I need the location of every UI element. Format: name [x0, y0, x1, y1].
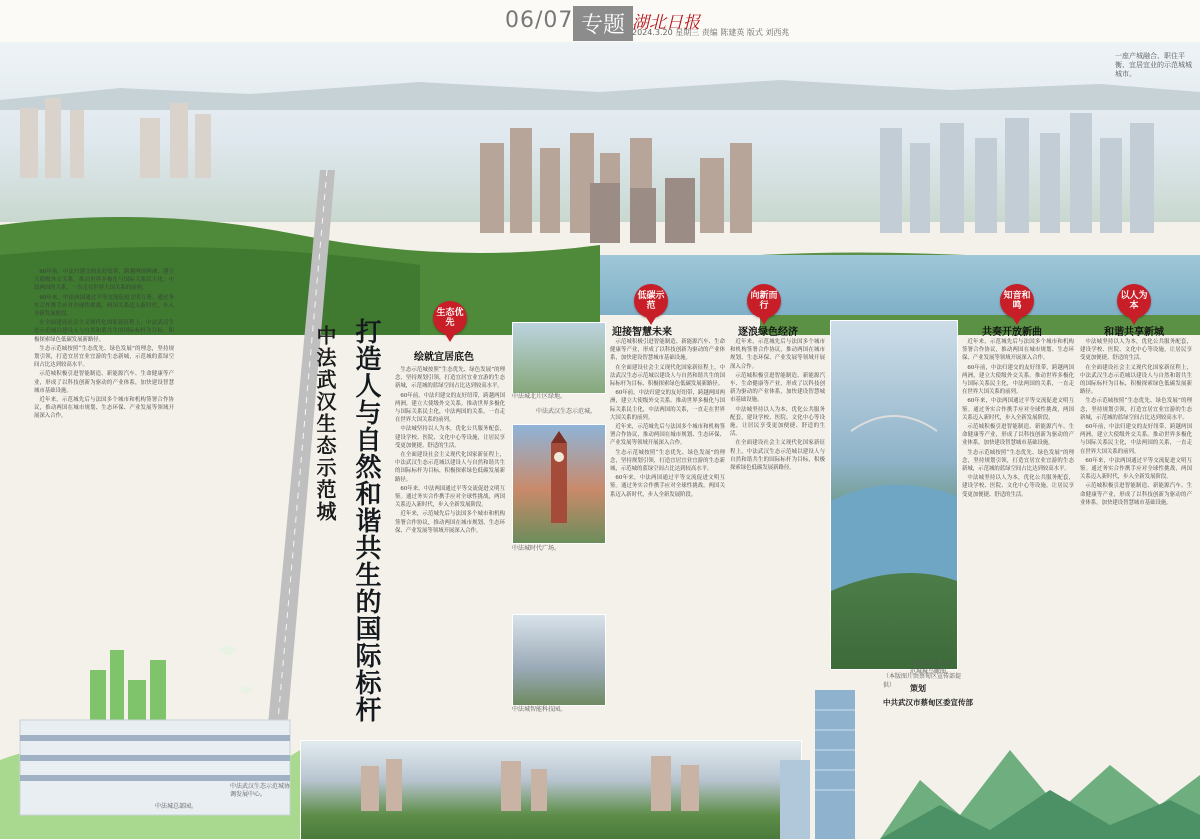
- photo-caption: 中法城北片区绿地。: [512, 393, 567, 400]
- photo-clocktower: [512, 424, 606, 544]
- river: [600, 255, 1200, 315]
- illustration-mountains: [880, 720, 1200, 839]
- column-paragraph: 中法城坚持以人为本，优化公共服务配套，建设学校、医院、文化中心等设施，让居民享受更加便捷、舒适的生活。: [1080, 339, 1192, 362]
- column-paragraph: 60年来，中法两国通过平等交流促进文明互鉴。通过务实合作携手应对全球性挑战，两国关系迈入新时代，步入全新发展阶段。: [395, 485, 505, 509]
- badge-innovation: 向新而行: [747, 284, 781, 318]
- column-paragraph: 在全面建设社会主义现代化国家新征程上，中法武汉生态示范城以建设人与自然和谐共生的国际标杆为目标，积极探索绿色低碳发展新路径。: [34, 320, 174, 343]
- column-shared: [1080, 338, 1192, 710]
- side-headline: 中法武汉生态示范城: [313, 325, 337, 523]
- photo-greenbelt: [512, 322, 606, 394]
- column-paragraph: 60年前，中法归建交的友好纽带，跨越两国两洲，建立大使级外交关系。推动世界多极化与国际关系民主化，中法两国的关系，一直走在世界大国关系的前列。: [34, 269, 174, 292]
- subhead-green: 逐浪绿色经济: [738, 327, 798, 338]
- column-paragraph: 近年来，示范城先后与法国多个城市和机构签署合作协议，推动两国在城市规划、生态环保、产业发展等领域开展深入合作。: [610, 424, 725, 447]
- column-paragraph: 在全面建设社会主义现代化国家新征程上，中法武汉生态示范城以建设人与自然和谐共生的国际标杆为目标，积极探索绿色低碳发展新路径。: [395, 452, 505, 483]
- column-paragraph: 示范城积极引进智能制造、新能源汽车、生命健康等产业，形成了以科技创新为驱动的产业体系，加快建设智慧城市基础设施。: [610, 339, 725, 362]
- column-open: [962, 338, 1074, 710]
- photo-caption: 中法城时代广场。: [512, 545, 561, 552]
- column-paragraph: 60年前，中法归建交的友好纽带，跨越两国两洲，建立大使级外交关系。推动世界多极化与国际关系民主化，中法两国的关系，一直走在世界大国关系的前列。: [610, 390, 725, 421]
- photo-caption: 中法城总部园。: [155, 803, 198, 810]
- column-paragraph: 示范城积极引进智能制造、新能源汽车、生命健康等产业，形成了以科技创新为驱动的产业体系，加快建设智慧城市基础设施。: [34, 371, 174, 394]
- column-paragraph: 在全面建设社会主义现代化国家新征程上，中法武汉生态示范城以建设人与自然和谐共生的国际标杆为目标，积极探索绿色低碳发展新路径。: [1080, 364, 1192, 396]
- column-paragraph: 近年来，示范城先后与法国多个城市和机构签署合作协议，推动两国在城市规划、生态环保、产业发展等领域开展深入合作。: [395, 511, 505, 534]
- column-paragraph: 在全面建设社会主义现代化国家新征程上，中法武汉生态示范城以建设人与自然和谐共生的国际标杆为目标，积极探索绿色低碳发展新路径。: [610, 364, 725, 388]
- column-paragraph: 示范城积极引进智能制造、新能源汽车、生命健康等产业，形成了以科技创新为驱动的产业体系，加快建设智慧城市基础设施。: [730, 372, 825, 404]
- column-paragraph: 中法城坚持以人为本，优化公共服务配套，建设学校、医院、文化中心等设施，让居民享受更加便捷、舒适的生活。: [730, 406, 825, 438]
- photo-caption: 中法武汉生态示范城协调发展中心。: [230, 783, 291, 798]
- column-paragraph: 示范城积极引进智能制造、新能源汽车、生命健康等产业，形成了以科技创新为驱动的产业体系，加快建设智慧城市基础设施。: [962, 424, 1074, 447]
- column-paragraph: 60年前，中法归建交的友好纽带，跨越两国两洲，建立大使级外交关系。推动世界多极化与国际关系民主化，中法两国的关系，一直走在世界大国关系的前列。: [395, 392, 505, 424]
- masthead: [0, 0, 1200, 43]
- column-paragraph: 生态示范城按照“生态优先、绿色发展”的理念，坚持规划引领，打造宜居宜业宜游的生态新城，示范城的蓝绿空间占比达到较高水平。: [1080, 398, 1192, 421]
- column-paragraph: 近年来，示范城先后与法国多个城市和机构签署合作协议，推动两国在城市规划、生态环保、产业发展等领域开展深入合作。: [730, 339, 825, 370]
- photo-tech-park: [512, 614, 606, 706]
- column-paragraph: 生态示范城按照“生态优先、绿色发展”的理念，坚持规划引领，打造宜居宜业宜游的生态新城，示范城的蓝绿空间占比达到较高水平。: [34, 345, 174, 369]
- column-smart: [610, 338, 725, 740]
- column-paragraph: 60年来，中法两国通过平等交流促进文明互鉴。通过务实合作携手应对全球性挑战，两国关系迈入新时代，步入全新发展阶段。: [610, 475, 725, 498]
- photo-credit: （本版图片由蔡甸区宣传部提供）: [883, 673, 962, 689]
- photo-bottom-skyline: [300, 740, 802, 839]
- badge-people: 以人为本: [1117, 284, 1151, 318]
- column-left: [34, 268, 174, 640]
- top-right-caption: 一座产城融合、职住平衡、宜居宜业的示范城城城市。: [1115, 52, 1192, 79]
- subhead-shared: 和谐共享新城: [1104, 327, 1164, 338]
- column-paragraph: 60年前，中法归建交的友好纽带，跨越两国两洲，建立大使级外交关系。推动世界多极化与国际关系民主化，中法两国的关系，一直走在世界大国关系的前列。: [962, 364, 1074, 396]
- column-paragraph: 生态示范城按照“生态优先、绿色发展”的理念，坚持规划引领，打造宜居宜业宜游的生态新城，示范城的蓝绿空间占比达到较高水平。: [610, 449, 725, 473]
- subhead-open: 共奏开放新曲: [982, 327, 1042, 338]
- photo-caption: 中法城智能科技园。: [512, 706, 567, 713]
- column-paragraph: 60年来，中法两国通过平等交流促进文明互鉴。通过务实合作携手应对全球性挑战，两国关系迈入新时代，步入全新发展阶段。: [1080, 457, 1192, 481]
- section-label: 专题: [573, 6, 633, 41]
- subhead-smart: 迎接智慧未来: [612, 327, 672, 338]
- illustration-tower: [770, 690, 890, 839]
- illustration-city-green: [0, 610, 300, 839]
- badge-ecology: 生态优先: [433, 301, 467, 335]
- subhead-livable: 绘就宜居底色: [414, 352, 474, 363]
- column-paragraph: 60年来，中法两国通过平等交流促进文明互鉴。通过务实合作携手应对全球性挑战，两国关系迈入新时代，步入全新发展阶段。: [962, 398, 1074, 421]
- column-paragraph: 在全面建设社会主义现代化国家新征程上，中法武汉生态示范城以建设人与自然和谐共生的国际标杆为目标，积极探索绿色低碳发展新路径。: [730, 440, 825, 472]
- issue-info: 2024.3.20 星期三 责编 陈建英 版式 刘西兆: [632, 28, 790, 37]
- column-paragraph: 60年前，中法归建交的友好纽带，跨越两国两洲，建立大使级外交关系。推动世界多极化与国际关系民主化，中法两国的关系，一直走在世界大国关系的前列。: [1080, 424, 1192, 455]
- column-paragraph: 近年来，示范城先后与法国多个城市和机构签署合作协议，推动两国在城市规划、生态环保、产业发展等领域开展深入合作。: [962, 339, 1074, 362]
- planning-label: 策划: [910, 684, 926, 693]
- badge-low-carbon: 低碳示范: [634, 284, 668, 318]
- photo-caption: 中法武汉生态示范城城鸟瞰图。: [910, 660, 953, 675]
- column-green: [730, 338, 825, 688]
- column-paragraph: 近年来，示范城先后与法国多个城市和机构签署合作协议，推动两国在城市规划、生态环保、产业发展等领域开展深入合作。: [34, 397, 174, 420]
- column-paragraph: 中法城坚持以人为本，优化公共服务配套，建设学校、医院、文化中心等设施，让居民享受更加便捷、舒适的生活。: [962, 475, 1074, 498]
- column-paragraph: 生态示范城按照“生态优先、绿色发展”的理念，坚持规划引领，打造宜居宜业宜游的生态新城，示范城的蓝绿空间占比达到较高水平。: [962, 449, 1074, 473]
- column-paragraph: 生态示范城按照“生态优先、绿色发展”的理念，坚持规划引领，打造宜居宜业宜游的生态新城，示范城的蓝绿空间占比达到较高水平。: [395, 367, 505, 390]
- column-paragraph: 中法城坚持以人为本，优化公共服务配套，建设学校、医院、文化中心等设施，让居民享受更加便捷、舒适的生活。: [395, 426, 505, 449]
- main-headline: 打造人与自然和谐共生的国际标杆: [351, 318, 381, 723]
- badge-harmony: 知音和鸣: [1000, 284, 1034, 318]
- column-paragraph: 示范城积极引进智能制造、新能源汽车、生命健康等产业，形成了以科技创新为驱动的产业体系，加快建设智慧城市基础设施。: [1080, 483, 1192, 506]
- planning-org: 中共武汉市蔡甸区委宣传部: [883, 698, 973, 707]
- page-number: 06/07: [505, 8, 574, 33]
- photo-aerial-lake: [830, 320, 958, 670]
- column-paragraph: 60年来，中法两国通过平等交流促进文明互鉴。通过务实合作携手应对全球性挑战，两国关系迈入新时代，步入全新发展阶段。: [34, 294, 174, 318]
- photo-caption: 中法武汉生态示范城。: [536, 408, 597, 415]
- paper-name: 湖北日报: [632, 13, 700, 33]
